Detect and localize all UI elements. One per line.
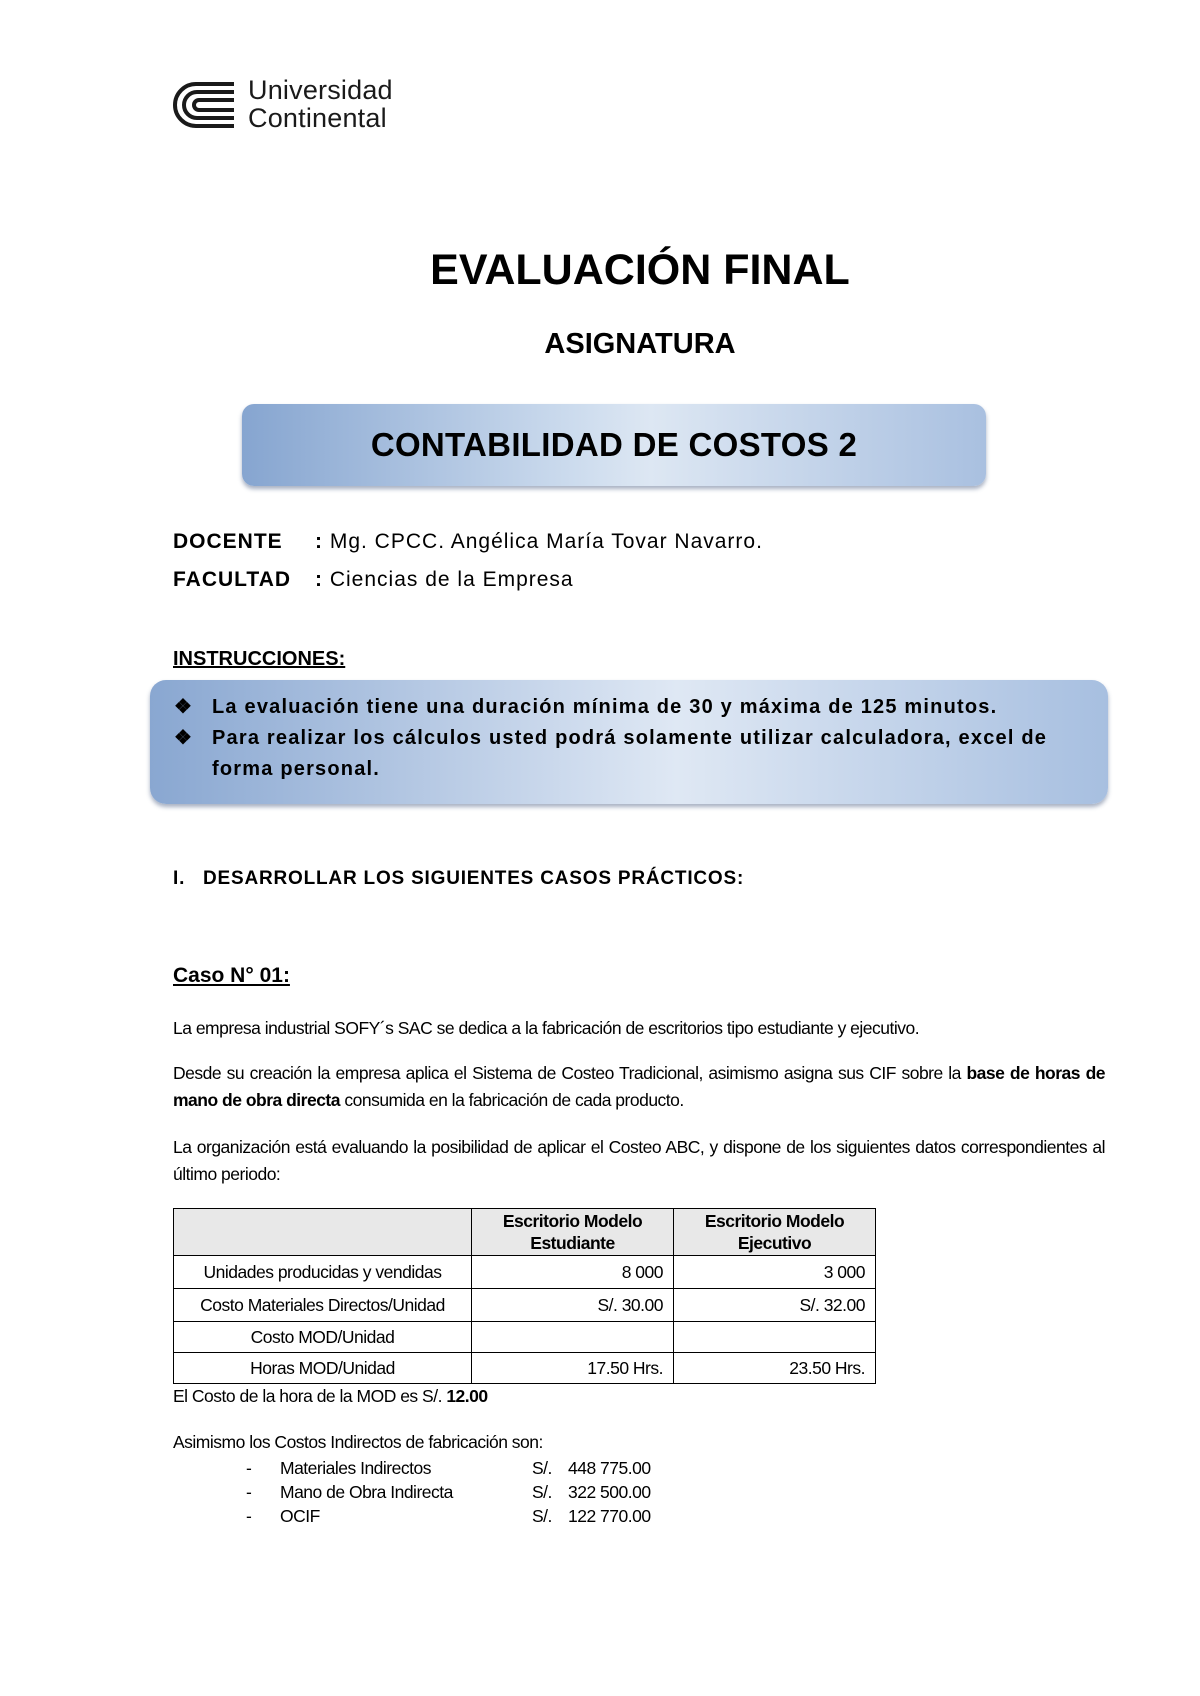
table-cell: 3 000 [674,1256,876,1289]
table-header-cell [174,1209,472,1256]
table-header-row [174,1209,876,1256]
table-cell [472,1322,674,1353]
table-cell: Unidades producidas y vendidas [174,1256,472,1289]
cif-amount: 122 770.00 [568,1506,651,1526]
paragraph-text: consumida en la fabricación de cada producto. [340,1090,684,1110]
mod-cost-value: 12.00 [446,1386,488,1406]
docente-value: Mg. CPCC. Angélica María Tovar Navarro. [329,530,763,553]
logo-text-line1: Universidad [248,75,393,105]
table-row [174,1256,876,1289]
logo-text-line2: Continental [248,103,387,133]
cif-name: OCIF [280,1506,320,1526]
instruction-item [174,723,1084,785]
cif-name: Mano de Obra Indirecta [280,1482,453,1502]
docente-label: DOCENTE [173,530,283,553]
table-cell: S/. 32.00 [674,1289,876,1322]
case-paragraph [173,1060,1105,1114]
instructions-box [150,680,1108,804]
diamond-bullet-icon: ❖ [174,696,194,718]
table-header-cell: Escritorio Modelo Ejecutivo [674,1209,876,1256]
instructions-heading: INSTRUCCIONES: [173,648,346,670]
instruction-item [174,692,1084,723]
university-logo [172,76,412,132]
table-cell: 23.50 Hrs. [674,1353,876,1384]
table-cell [674,1322,876,1353]
subject-label: ASIGNATURA [544,328,736,360]
paragraph-bold-text: base de horas de mano de obra directa [173,1063,1105,1110]
case-paragraph: La organización está evaluando la posibilidad de aplicar el Costeo ABC, y dispone de los siguientes datos correspondientes al último periodo: [173,1137,1105,1184]
cif-currency: S/. [532,1506,552,1526]
cif-dash: - [246,1458,252,1478]
table-cell: S/. 30.00 [472,1289,674,1322]
cif-intro: Asimismo los Costos Indirectos de fabricación son: [173,1432,543,1452]
cif-dash: - [246,1506,252,1526]
facultad-row [173,568,574,592]
table-header-cell: Escritorio Modelo Estudiante [472,1209,674,1256]
paragraph-text: Desde su creación la empresa aplica el Sistema de Costeo Tradicional, asimismo asigna sus CIF sobre la [173,1063,967,1083]
cif-dash: - [246,1482,252,1502]
logo-mark-icon [172,80,238,130]
instruction-text: Para realizar los cálculos usted podrá solamente utilizar calculadora, excel de forma personal. [212,727,1048,780]
cif-amount: 322 500.00 [568,1482,651,1502]
cif-item [246,1458,746,1482]
table-cell: 8 000 [472,1256,674,1289]
table-row [174,1322,876,1353]
docente-separator: : [315,530,323,553]
section-title: DESARROLLAR LOS SIGUIENTES CASOS PRÁCTICOS: [203,868,745,889]
cif-currency: S/. [532,1482,552,1502]
course-title: CONTABILIDAD DE COSTOS 2 [370,426,858,463]
course-banner [242,404,986,486]
table-cell: Costo Materiales Directos/Unidad [174,1289,472,1322]
page-title: EVALUACIÓN FINAL [430,246,850,294]
table-cell: Costo MOD/Unidad [174,1322,472,1353]
case-paragraph: La empresa industrial SOFY´s SAC se dedica a la fabricación de escritorios tipo estudiante y ejecutivo. [173,1018,920,1038]
cif-item [246,1506,746,1530]
section-number: I. [173,868,186,889]
mod-cost-note [173,1386,488,1407]
cif-amount: 448 775.00 [568,1458,651,1478]
diamond-bullet-icon: ❖ [174,727,194,749]
section-heading [173,868,744,890]
instruction-text: La evaluación tiene una duración mínima de 30 y máxima de 125 minutos. [212,696,998,718]
table-cell: Horas MOD/Unidad [174,1353,472,1384]
mod-cost-text: El Costo de la hora de la MOD es S/. [173,1386,447,1406]
table-row [174,1353,876,1384]
data-table [173,1208,876,1384]
cif-item [246,1482,746,1506]
table-cell: 17.50 Hrs. [472,1353,674,1384]
facultad-label: FACULTAD [173,568,292,591]
docente-row [173,530,763,554]
cif-currency: S/. [532,1458,552,1478]
facultad-separator: : [315,568,323,591]
case-title: Caso N° 01: [173,964,290,987]
table-row [174,1289,876,1322]
facultad-value: Ciencias de la Empresa [329,568,574,591]
cif-name: Materiales Indirectos [280,1458,431,1478]
